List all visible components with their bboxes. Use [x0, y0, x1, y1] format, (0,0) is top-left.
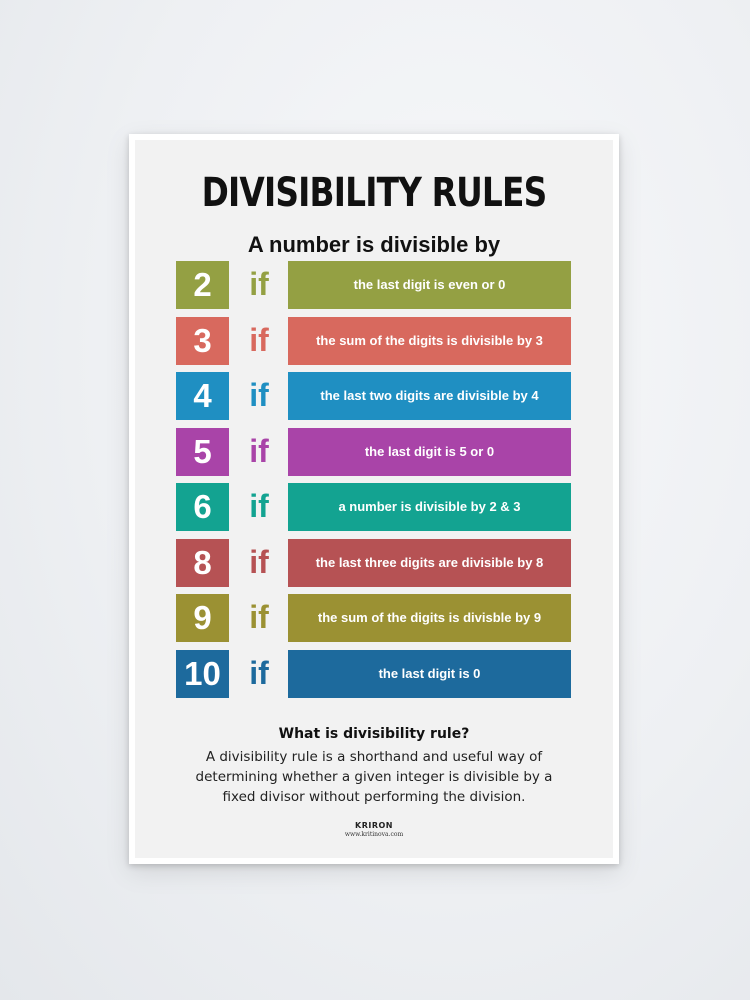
- rule-text: the last digit is even or 0: [288, 261, 571, 309]
- rule-text: the sum of the digits is divisible by 3: [288, 317, 571, 365]
- logo-name: KRIRON: [355, 821, 393, 830]
- rule-row-6: [176, 483, 571, 531]
- rule-number: 6: [176, 483, 229, 531]
- rule-text: the last digit is 5 or 0: [288, 428, 571, 476]
- logo-url: www.kritinova.com: [344, 831, 404, 838]
- rule-text: the last digit is 0: [288, 650, 571, 698]
- rule-row-10: [176, 650, 571, 698]
- rule-if-word: if: [249, 377, 269, 413]
- rule-text: the last two digits are divisible by 4: [288, 372, 571, 420]
- rule-row-3: [176, 317, 571, 365]
- rule-number: 4: [176, 372, 229, 420]
- rule-number: 3: [176, 317, 229, 365]
- poster-subtitle: A number is divisible by: [247, 232, 501, 257]
- info-body: A divisibility rule is a shorthand and useful way of determining whether a given integer is divisible by a fixed divisor without performing the division.: [195, 749, 553, 805]
- poster-frame: [129, 134, 619, 864]
- rule-row-9: [176, 594, 571, 642]
- rule-text: a number is divisible by 2 & 3: [288, 483, 571, 531]
- rule-if-word: if: [249, 433, 269, 469]
- brand-logo: [135, 821, 613, 838]
- poster-canvas: [135, 140, 613, 858]
- rule-number: 8: [176, 539, 229, 587]
- rule-number: 9: [176, 594, 229, 642]
- rule-row-5: [176, 428, 571, 476]
- rule-row-4: [176, 372, 571, 420]
- rule-number: 2: [176, 261, 229, 309]
- rule-text: the last three digits are divisible by 8: [288, 539, 571, 587]
- rule-row-8: [176, 539, 571, 587]
- poster-title: DIVISIBILITY RULES: [201, 170, 547, 216]
- rule-text: the sum of the digits is divisble by 9: [288, 594, 571, 642]
- rule-if-word: if: [249, 599, 269, 635]
- rule-row-2: [176, 261, 571, 309]
- rule-if-word: if: [249, 544, 269, 580]
- rule-if-word: if: [249, 488, 269, 524]
- rule-if-word: if: [249, 322, 269, 358]
- rule-if-word: if: [249, 266, 269, 302]
- rule-if-word: if: [249, 655, 269, 691]
- info-heading: What is divisibility rule?: [278, 726, 470, 742]
- rule-number: 5: [176, 428, 229, 476]
- rule-number: 10: [176, 650, 229, 698]
